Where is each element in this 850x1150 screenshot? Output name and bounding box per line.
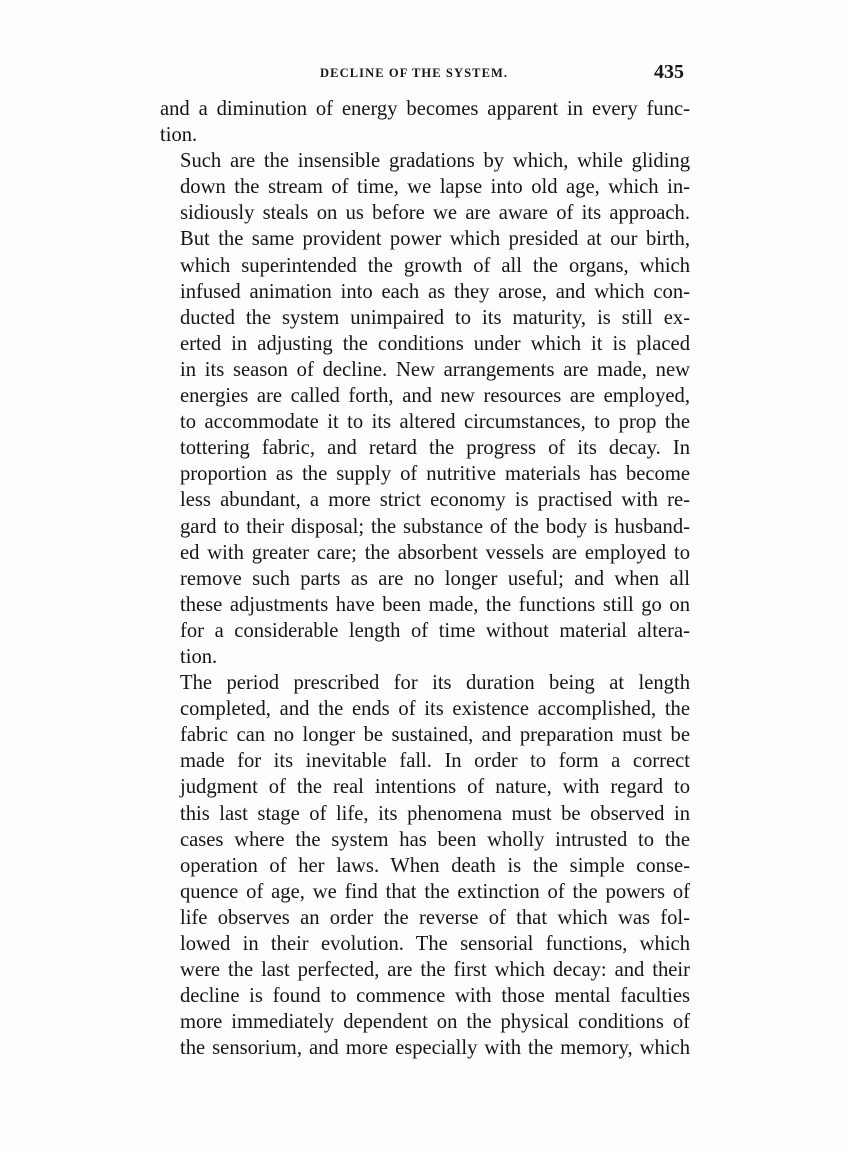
text-line: tion.	[160, 124, 198, 147]
text-line: tottering fabric, and retard the progress of its decay. In	[180, 437, 690, 460]
text-line: decline is found to commence with those mental faculties	[180, 985, 690, 1008]
text-line: Such are the insensible gradations by which, while gliding	[180, 150, 690, 173]
text-line: cases where the system has been wholly intrusted to the	[180, 828, 690, 851]
text-line: gard to their disposal; the substance of the body is husband-	[180, 515, 690, 538]
text-line: less abundant, a more strict economy is practised with re-	[180, 489, 690, 512]
text-line: completed, and the ends of its existence accomplished, the	[180, 698, 690, 721]
text-line: proportion as the supply of nutritive materials has become	[180, 463, 690, 486]
text-line: to accommodate it to its altered circumstances, to prop the	[180, 411, 690, 434]
text-line: life observes an order the reverse of that which was fol-	[180, 906, 690, 929]
text-line: this last stage of life, its phenomena must be observed in	[180, 802, 690, 825]
paragraph-2	[160, 148, 690, 670]
text-line: sidiously steals on us before we are aware of its approach.	[180, 202, 690, 225]
text-line: quence of age, we find that the extinction of the powers of	[180, 880, 690, 903]
page-number: 435	[654, 61, 684, 83]
text-line: erted in adjusting the conditions under which it is placed	[180, 332, 690, 355]
text-line: more immediately dependent on the physical conditions of	[180, 1011, 690, 1034]
text-line: made for its inevitable fall. In order to form a correct	[180, 750, 690, 773]
running-title: DECLINE OF THE SYSTEM.	[320, 66, 509, 80]
text-line: fabric can no longer be sustained, and preparation must be	[180, 724, 690, 747]
text-line: infused animation into each as they arose, and which con-	[180, 280, 690, 303]
text-line: tion.	[180, 645, 218, 668]
text-line: which superintended the growth of all the organs, which	[180, 254, 690, 277]
text-line: ducted the system unimpaired to its maturity, is still ex-	[180, 306, 690, 329]
text-line: ed with greater care; the absorbent vessels are employed to	[180, 541, 690, 564]
text-line: But the same provident power which presided at our birth,	[180, 228, 690, 251]
text-line: for a considerable length of time without material altera-	[180, 619, 690, 642]
text-line: were the last perfected, are the first which decay: and their	[180, 959, 690, 982]
body-text	[160, 96, 690, 1061]
text-line: energies are called forth, and new resources are employed,	[180, 385, 690, 408]
text-line: and a diminution of energy becomes apparent in every func-	[160, 98, 690, 120]
text-line: in its season of decline. New arrangements are made, new	[180, 358, 690, 381]
running-head	[160, 61, 688, 88]
text-line: these adjustments have been made, the functions still go on	[180, 593, 690, 616]
text-line: remove such parts as are no longer useful; and when all	[180, 567, 690, 590]
text-line: operation of her laws. When death is the simple conse-	[180, 854, 690, 877]
text-line: judgment of the real intentions of nature, with regard to	[180, 776, 690, 799]
paragraph-3	[160, 670, 690, 1061]
text-line: down the stream of time, we lapse into old age, which in-	[180, 176, 690, 199]
text-line: The period prescribed for its duration being at length	[180, 672, 690, 695]
paragraph-1	[160, 96, 690, 148]
text-line: the sensorium, and more especially with the memory, which	[180, 1037, 690, 1060]
text-line: lowed in their evolution. The sensorial functions, which	[180, 933, 690, 955]
